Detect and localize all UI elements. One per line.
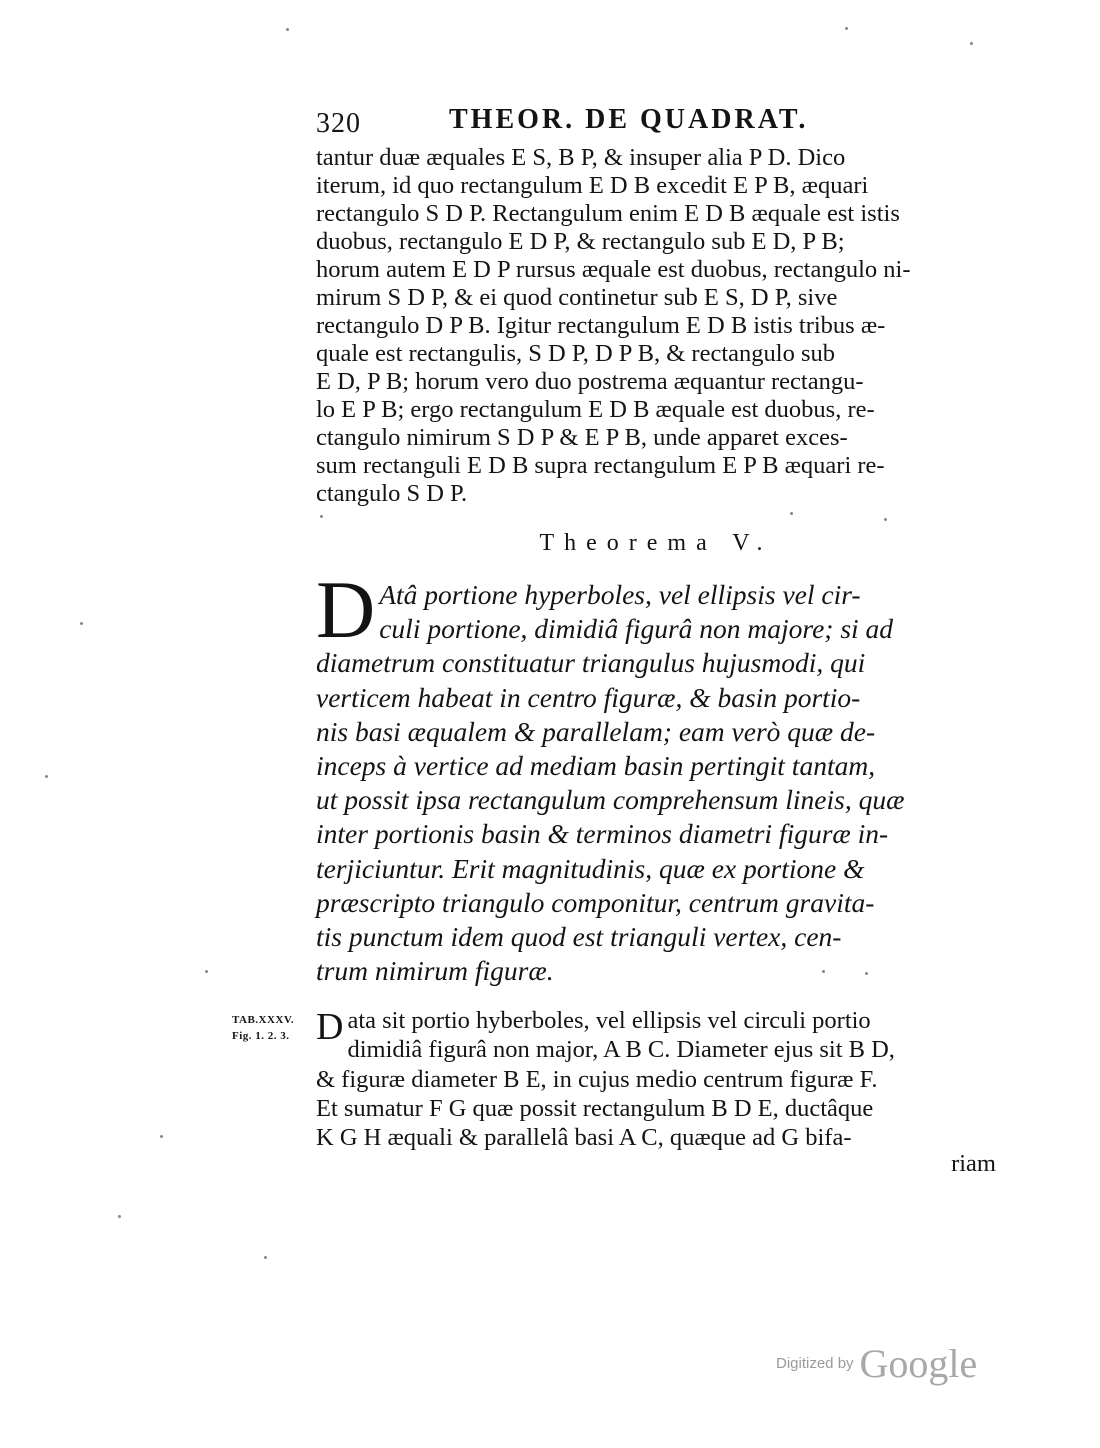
text-line: mirum S D P, & ei quod continetur sub E S, D P, sive [316,284,838,311]
text-line: ctangulo nimirum S D P & E P B, unde apparet exces- [316,424,848,451]
drop-cap: D [316,564,376,655]
scan-speck [286,28,289,31]
figure-reference [232,1012,294,1044]
page-header [316,104,996,144]
text-line: iterum, id quo rectangulum E D B excedit E P B, æquari [316,172,869,199]
theorem-line: terjiciuntur. Erit magnitudinis, quæ ex portione & [316,852,865,884]
theorem-line: Atâ portione hyperboles, vel ellipsis vel cir- [379,579,861,610]
digitization-watermark [776,1340,977,1390]
scan-speck [45,775,48,778]
scan-speck [865,972,868,975]
text-line: sum rectanguli E D B supra rectangulum E P B æquari re- [316,452,885,479]
scan-speck [822,970,825,973]
theorem-line: trum nimirum figuræ. [316,955,554,987]
theorem-line: præscripto triangulo componitur, centrum gravita- [316,886,875,918]
text-line: duobus, rectangulo E D P, & rectangulo sub E D, P B; [316,228,845,255]
scan-speck [790,512,793,515]
scan-speck [205,970,208,973]
text-line: ctangulo S D P. [316,480,468,507]
google-logo: Google [859,1341,978,1386]
plate-reference: TAB.XXXV. [232,1014,295,1026]
theorem-line: ut possit ipsa rectangulum comprehensum lineis, quæ [316,784,905,816]
scan-speck [160,1135,163,1138]
catchword: riam [951,1150,996,1177]
scan-speck [845,27,848,30]
text-line: rectangulo S D P. Rectangulum enim E D B æquale est istis [316,200,900,227]
running-head: THEOR. DE QUADRAT. [449,104,809,135]
theorem-line: diametrum constituatur triangulus hujusmodi, qui [316,647,866,679]
text-line: lo E P B; ergo rectangulum E D B æquale est duobus, re- [316,396,875,423]
scan-speck [970,42,973,45]
proof-paragraph [316,1006,996,1152]
proof-line: ata sit portio hyberboles, vel ellipsis vel circuli portio [347,1007,871,1034]
text-line: horum autem E D P rursus æquale est duobus, rectangulo ni- [316,256,911,283]
page-number: 320 [316,108,361,139]
scan-speck [264,1256,267,1259]
theorem-line: verticem habeat in centro figuræ, & basin portio- [316,681,861,713]
text-line: rectangulo D P B. Igitur rectangulum E D B istis tribus æ- [316,312,886,339]
proof-line: & figuræ diameter B E, in cujus medio centrum figuræ F. [316,1065,878,1093]
scan-speck [80,622,83,625]
text-block-continuation [316,144,996,508]
text-line: tantur duæ æquales E S, B P, & insuper alia P D. Dico [316,144,846,171]
proof-line: dimidiâ figurâ non major, A B C. Diameter ejus sit B D, [347,1036,895,1064]
text-line: quale est rectangulis, S D P, D P B, & rectangulo sub [316,340,835,367]
theorem-line: nis basi æqualem & parallelam; eam verò quæ de- [316,715,876,747]
proof-line: K G H æquali & parallelâ basi A C, quæque ad G bifa- [316,1124,852,1152]
theorem-line: culi portione, dimidiâ figurâ non majore; si ad [379,613,894,645]
theorem-title: Theorema V. [539,530,773,556]
theorem-line: inter portionis basin & terminos diametri figuræ in- [316,818,889,850]
proof-line: Et sumatur F G quæ possit rectangulum B D E, ductâque [316,1094,874,1122]
theorem-line: inceps à vertice ad mediam basin pertingit tantam, [316,750,876,782]
scan-speck [118,1215,121,1218]
figure-numbers: Fig. 1. 2. 3. [232,1030,290,1042]
proof-initial: D [316,1006,344,1048]
theorem-statement [316,564,996,988]
scan-speck [884,518,887,521]
theorem-line: tis punctum idem quod est trianguli vertex, cen- [316,921,842,953]
watermark-label: Digitized by [776,1355,854,1372]
text-line: E D, P B; horum vero duo postrema æquantur rectangu- [316,368,864,395]
scan-speck [320,515,323,518]
